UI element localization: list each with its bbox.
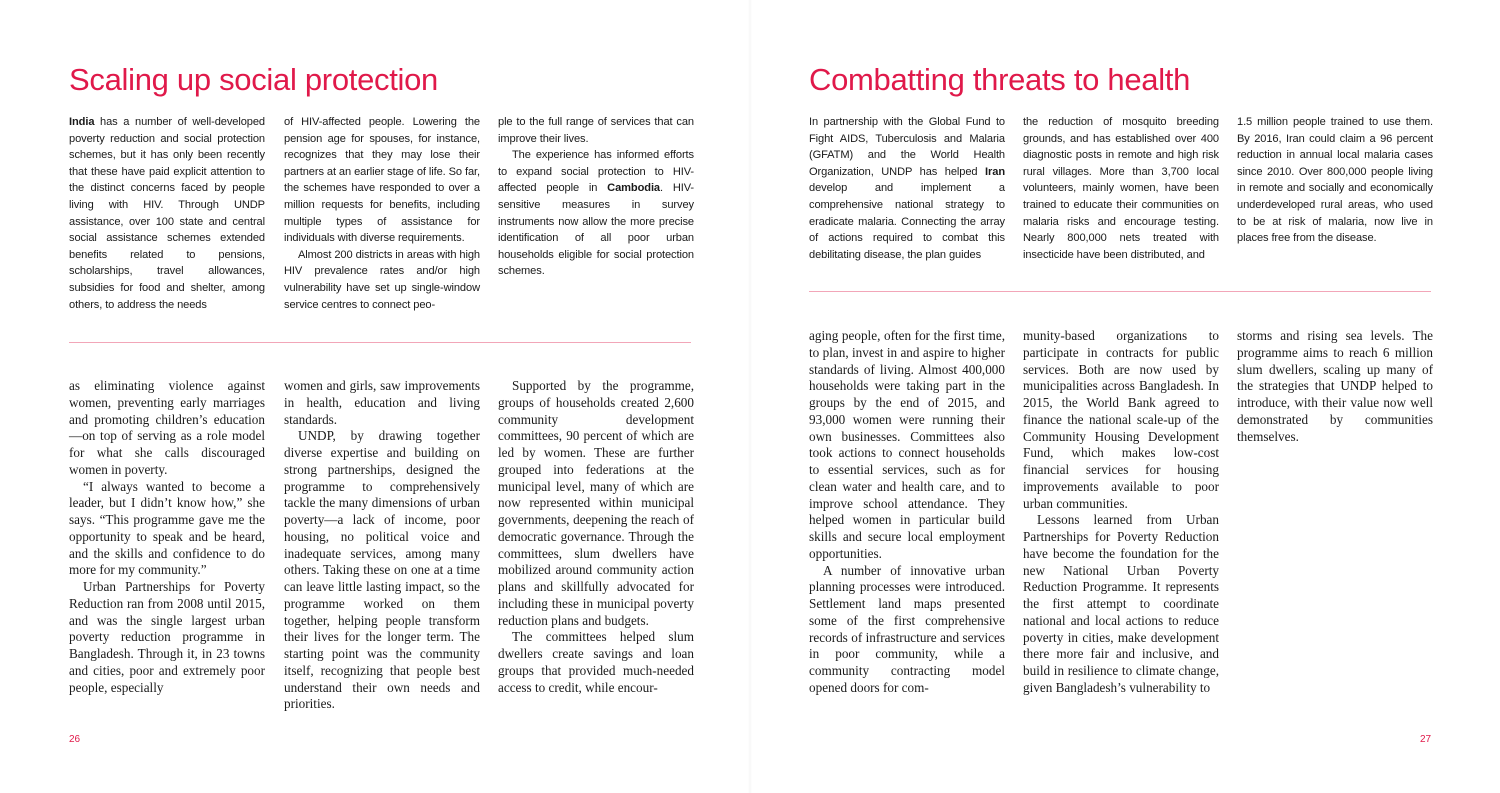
section-divider — [69, 342, 691, 343]
page-title: Combatting threats to health — [809, 62, 1191, 97]
intro-column-2 — [284, 114, 480, 313]
intro-column-1 — [809, 114, 1005, 263]
page-number: 26 — [69, 734, 81, 745]
body-column-1 — [809, 328, 1005, 697]
intro-paragraph: India has a number of well-developed poverty reduction and social protection schemes, but it has only been recently that these have paid explicit attention to the distinct concerns faced by people living with HIV. Through UNDP assistance, over 100 state and central social assistance schemes extended benefits related to pensions, scholarships, travel allowances, subsidies for food and shelter, among others, to address the needs — [69, 116, 265, 311]
body-paragraph: Urban Partnerships for Poverty Reduction ran from 2008 until 2015, and was the single largest urban poverty reduction programme in Bangladesh. Through it, in 23 towns and cities, poor and extremely poor people, especially — [69, 579, 265, 695]
intro-paragraph: the reduction of mosquito breeding grounds, and has established over 400 diagnostic posts in remote and high risk rural villages. More than 3,700 local volunteers, mainly women, have been trained to educate their communities on malaria risks and encourage testing. Nearly 800,000 nets treated with insecticide have been distributed, and — [1023, 116, 1219, 261]
intro-paragraph: The experience has informed efforts to expand social protection to HIV-affected people in Cambodia. HIV-sensitive measures in survey instruments now allow the more precise identification of all poor urban households eligible for social protection schemes. — [498, 149, 695, 278]
body-column-3 — [498, 378, 694, 696]
body-paragraph: The committees helped slum dwellers create savings and loan groups that provided much-needed access to credit, while encour- — [498, 629, 694, 695]
intro-paragraph: Almost 200 districts in areas with high HIV prevalence rates and/or high vulnerability have set up single-window service centres to connect peo- — [284, 248, 480, 311]
section-divider — [809, 291, 1431, 292]
body-paragraph: Lessons learned from Urban Partnerships for Poverty Reduction have become the foundation for the new National Urban Poverty Reduction Programme. It represents the first attempt to coordinate national and local actions to reduce poverty in cities, make development there more fair and inclusive, and build in resilience to climate change, given Bangladesh’s vulnerability to — [1023, 512, 1219, 695]
body-paragraph: as eliminating violence against women, preventing early marriages and promoting children’s education—on top of serving as a role model for what she calls discouraged women in poverty. — [69, 378, 265, 477]
body-paragraph: women and girls, saw improvements in health, education and living standards. — [284, 378, 480, 427]
body-column-1 — [69, 378, 265, 696]
country-name: Cambodia — [607, 182, 660, 195]
country-name: Iran — [985, 165, 1005, 178]
body-paragraph: Supported by the programme, groups of households created 2,600 community development committees, 90 percent of which are led by women. These are further grouped into federations at the municipal level, many of which are now represented within municipal governments, deepening the reach of democratic governance. Through the committees, slum dwellers have mobilized around community action plans and skillfully advocated for including these in municipal poverty reduction plans and budgets. — [498, 378, 694, 628]
body-paragraph: aging people, often for the first time, to plan, invest in and aspire to higher standards of living. Almost 400,000 households were taking part in the groups by the end of 2015, and 93,000 women were running their own businesses. Committees also took actions to connect households to essential services, such as for clean water and health care, and to improve school attendance. They helped women in particular build skills and secure local employment opportunities. — [809, 328, 1005, 561]
body-column-2 — [1023, 328, 1219, 697]
body-paragraph: “I always wanted to become a leader, but I didn’t know how,” she says. “This programme gave me the opportunity to speak and be heard, and the skills and confidence to do more for my community.” — [69, 478, 265, 578]
intro-paragraph: In partnership with the Global Fund to Fight AIDS, Tuberculosis and Malaria (GFATM) and the World Health Organization, UNDP has helped Iran develop and implement a comprehensive national strategy to eradicate malaria. Connecting the array of actions required to combat this debilitating disease, the plan guides — [809, 116, 1005, 261]
country-name: India — [69, 116, 95, 128]
body-paragraph: storms and rising sea levels. The programme aims to reach 6 million slum dwellers, scaling up many of the strategies that UNDP helped to introduce, with their value now well demonstrated by communities themselves. — [1237, 328, 1433, 444]
intro-column-3 — [1237, 114, 1433, 247]
body-column-3 — [1237, 328, 1433, 445]
page-number: 27 — [1420, 734, 1432, 745]
intro-column-1 — [69, 114, 265, 313]
body-paragraph: A number of innovative urban planning processes were introduced. Settlement land maps presented some of the first comprehensive records of infrastructure and services in poor community, while a community contracting model opened doors for com- — [809, 562, 1005, 695]
intro-paragraph: 1.5 million people trained to use them. By 2016, Iran could claim a 96 percent reduction in annual local malaria cases since 2010. Over 800,000 people living in remote and socially and economically underdeveloped rural areas, who used to be at risk of malaria, now live in places free from the disease. — [1237, 116, 1433, 245]
intro-paragraph: ple to the full range of services that can improve their lives. — [498, 116, 694, 145]
right-page — [750, 0, 1500, 793]
intro-column-3 — [498, 114, 694, 280]
body-paragraph: munity-based organizations to participate in contracts for public services. Both are now used by municipalities across Bangladesh. In 2015, the World Bank agreed to finance the national scale-up of the Community Housing Development Fund, which makes low-cost financial services for housing improvements available to poor urban communities. — [1023, 328, 1219, 511]
page-title: Scaling up social protection — [69, 62, 438, 97]
body-column-2 — [284, 378, 480, 713]
intro-paragraph: of HIV-affected people. Lowering the pension age for spouses, for instance, recognizes that they may lose their partners at an earlier stage of life. So far, the schemes have responded to over a million requests for benefits, including multiple types of assistance for individuals with diverse requirements. — [284, 116, 480, 245]
intro-column-2 — [1023, 114, 1219, 263]
body-paragraph: UNDP, by drawing together diverse expertise and building on strong partnerships, designed the programme to comprehensively tackle the many dimensions of urban poverty—a lack of income, poor housing, no political voice and inadequate services, among many others. Taking these on one at a time can leave little lasting impact, so the programme worked on them together, helping people transform their lives for the longer term. The starting point was the community itself, recognizing that people best understand their own needs and priorities. — [284, 428, 480, 712]
